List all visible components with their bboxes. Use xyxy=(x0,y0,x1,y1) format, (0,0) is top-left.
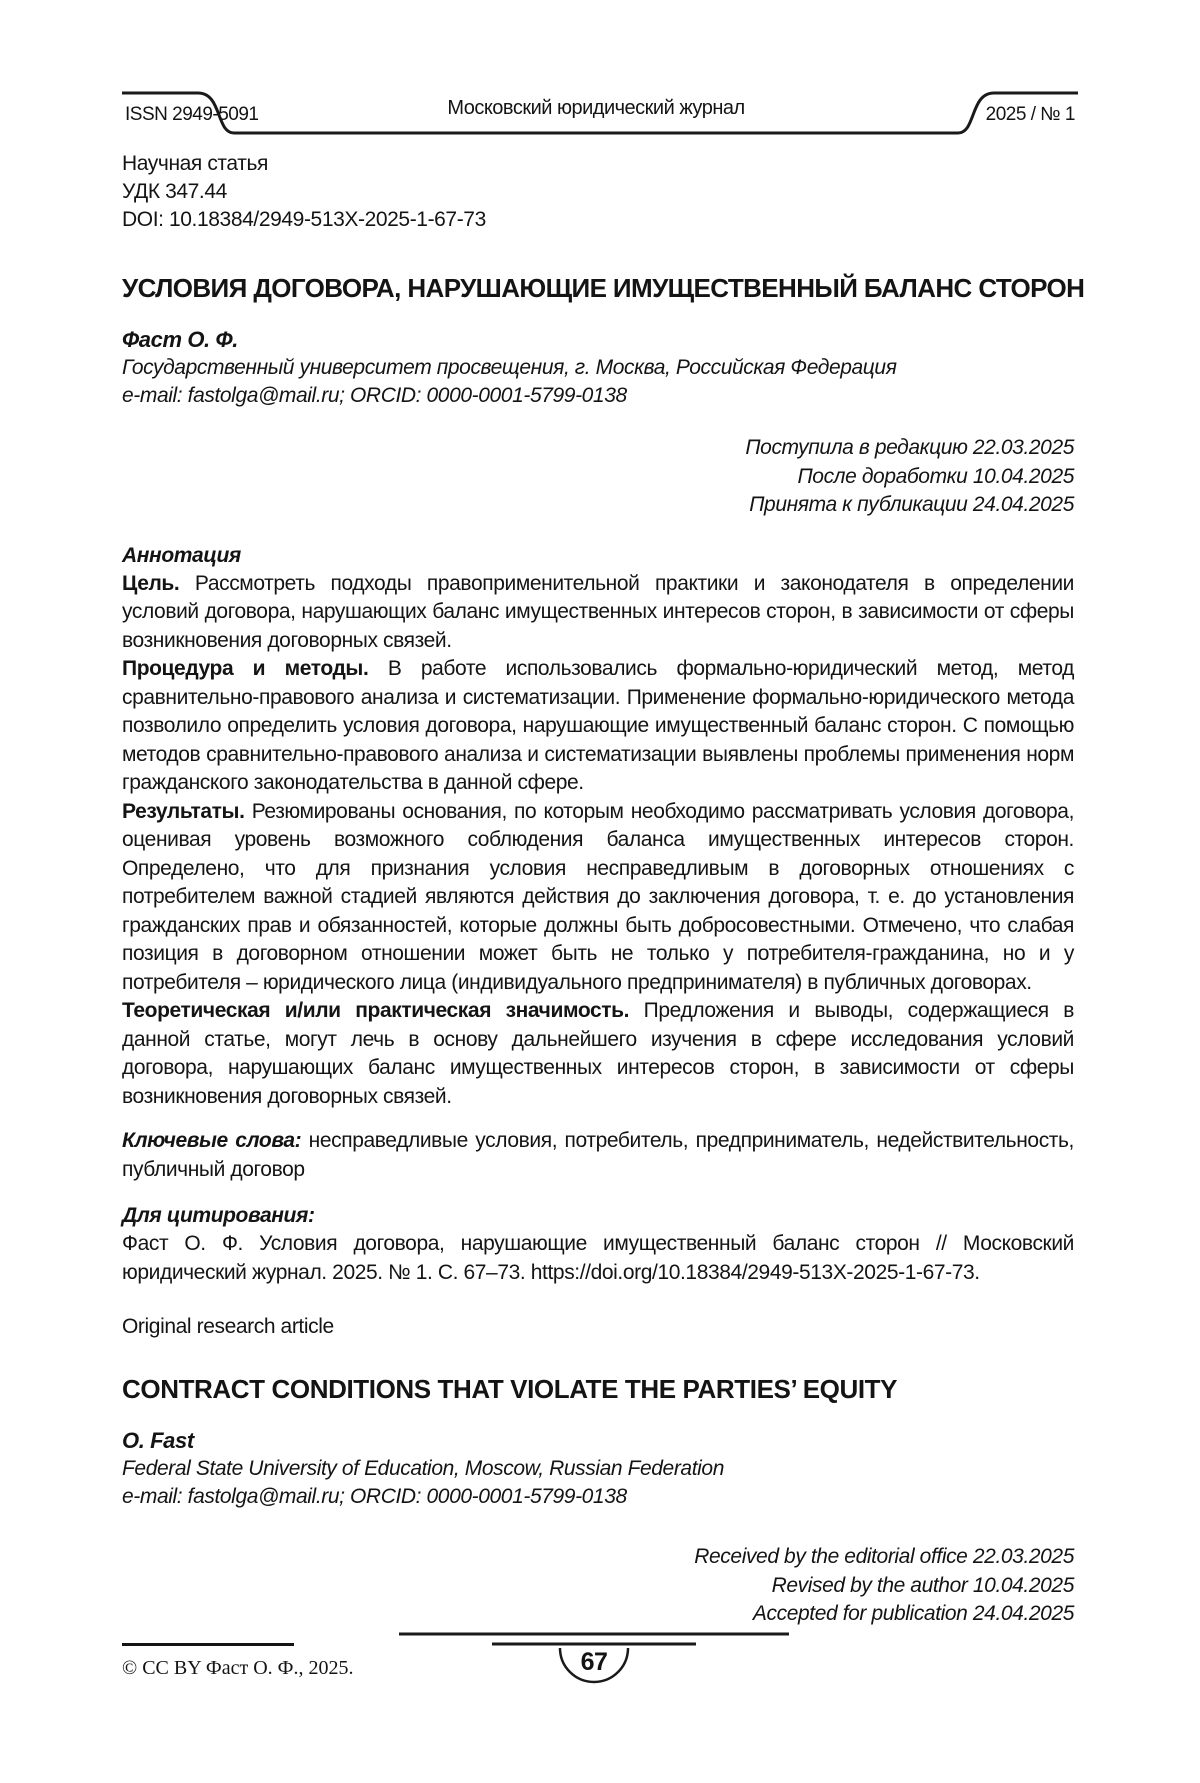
section-text: Предложения и выводы, содержащиеся в данной статье, могут лечь в основу дальнейшего изучения в сфере исследования условий договора, нарушающих баланс имущественных интересов сторон, в зависимости от сферы возникновения договорных связей. xyxy=(122,999,1074,1108)
received-date-en: Received by the editorial office 22.03.2025 xyxy=(694,1545,1074,1568)
keywords-label: Ключевые слова: xyxy=(122,1129,302,1152)
citation-heading: Для цитирования: xyxy=(122,1204,315,1227)
keywords-paragraph xyxy=(122,1127,1074,1184)
affiliation-ru: Государственный университет просвещения, г. Москва, Российская Федерация xyxy=(122,356,897,379)
article-title-en: CONTRACT CONDITIONS THAT VIOLATE THE PARTIES’ EQUITY xyxy=(122,1374,898,1404)
udk-line: УДК 347.44 xyxy=(122,180,227,203)
page-header xyxy=(0,78,1200,142)
section-text: Резюмированы основания, по которым необходимо рассматривать условия договора, оценивая уровень возможного соблюдения баланса имущественных интересов сторон. Определено, что для признания условия несправедливым в договорных отношениях с потребителем важной стадией являются действия до заключения договора, т. е. до установления гражданских прав и обязанностей, которые должны быть добросовестными. Отмечено, что слабая позиция в договорном отношении может быть не только у потребителя-гражданина, но и у потребителя – юридического лица (индивидуального предпринимателя) в публичных договорах. xyxy=(122,799,1075,994)
article-type-ru: Научная статья xyxy=(122,152,268,175)
abstract-paragraph-aim xyxy=(122,570,1074,656)
section-label: Результаты. xyxy=(122,799,245,823)
journal-title: Московский юридический журнал xyxy=(447,97,745,119)
citation-text: Фаст О. Ф. Условия договора, нарушающие имущественный баланс сторон // Московский юридический журнал. 2025. № 1. С. 67–73. https://doi.org/10.18384/2949-513X-2025-1-67-73. xyxy=(122,1232,1074,1284)
revised-date-en: Revised by the author 10.04.2025 xyxy=(771,1573,1074,1597)
author-ru: Фаст О. Ф. xyxy=(122,327,238,352)
page-number: 67 xyxy=(580,1648,608,1676)
accepted-date-ru: Принята к публикации 24.04.2025 xyxy=(749,493,1074,516)
article-title-ru: УСЛОВИЯ ДОГОВОРА, НАРУШАЮЩИЕ ИМУЩЕСТВЕННЫЙ БАЛАНС СТОРОН xyxy=(122,273,1085,303)
issue-label: 2025 / № 1 xyxy=(985,104,1075,125)
affiliation-en: Federal State University of Education, Moscow, Russian Federation xyxy=(122,1457,724,1480)
accepted-date-en: Accepted for publication 24.04.2025 xyxy=(752,1602,1074,1625)
email-en: e-mail: fastolga@mail.ru; ORCID: 0000-0001-5799-0138 xyxy=(122,1485,627,1508)
page-footer xyxy=(0,1620,1200,1710)
abstract-heading: Аннотация xyxy=(122,543,241,567)
article-body xyxy=(122,150,1085,1682)
issn-label: ISSN 2949-5091 xyxy=(125,104,259,125)
dates-ru xyxy=(122,434,1074,520)
abstract-paragraph-methods xyxy=(122,655,1074,798)
author-en: O. Fast xyxy=(122,1428,194,1453)
section-text: В работе использовались формально-юридический метод, метод сравнительно-правового анализа и систематизации. Применение формально-юридического метода позволило определить условия договора, нарушающие имущественный баланс сторон. С помощью методов сравнительно-правового анализа и систематизации выявлены проблемы применения норм гражданского законодательства в данной сфере. xyxy=(122,657,1074,794)
abstract-paragraph-significance xyxy=(122,997,1074,1111)
section-text: Рассмотреть подходы правоприменительной практики и законодателя в определении условий договора, нарушающих баланс имущественных интересов сторон, в зависимости от сферы возникновения договорных связей. xyxy=(122,571,1075,652)
revised-date-ru: После доработки 10.04.2025 xyxy=(797,464,1074,488)
article-type-en: Original research article xyxy=(122,1315,334,1338)
section-label: Процедура и методы. xyxy=(122,657,369,680)
keywords-text: несправедливые условия, потребитель, предприниматель, недействительность, публичный договор xyxy=(122,1129,1074,1181)
dates-en xyxy=(122,1543,1074,1629)
abstract-paragraph-results xyxy=(122,798,1074,998)
doi-line: DOI: 10.18384/2949-513X-2025-1-67-73 xyxy=(122,208,486,231)
section-label: Теоретическая и/или практическая значимость. xyxy=(122,999,630,1022)
received-date-ru: Поступила в редакцию 22.03.2025 xyxy=(745,436,1074,459)
copyright-line: © CC BY Фаст О. Ф., 2025. xyxy=(122,1656,354,1679)
email-ru: e-mail: fastolga@mail.ru; ORCID: 0000-0001-5799-0138 xyxy=(122,384,627,407)
section-label: Цель. xyxy=(122,571,180,595)
